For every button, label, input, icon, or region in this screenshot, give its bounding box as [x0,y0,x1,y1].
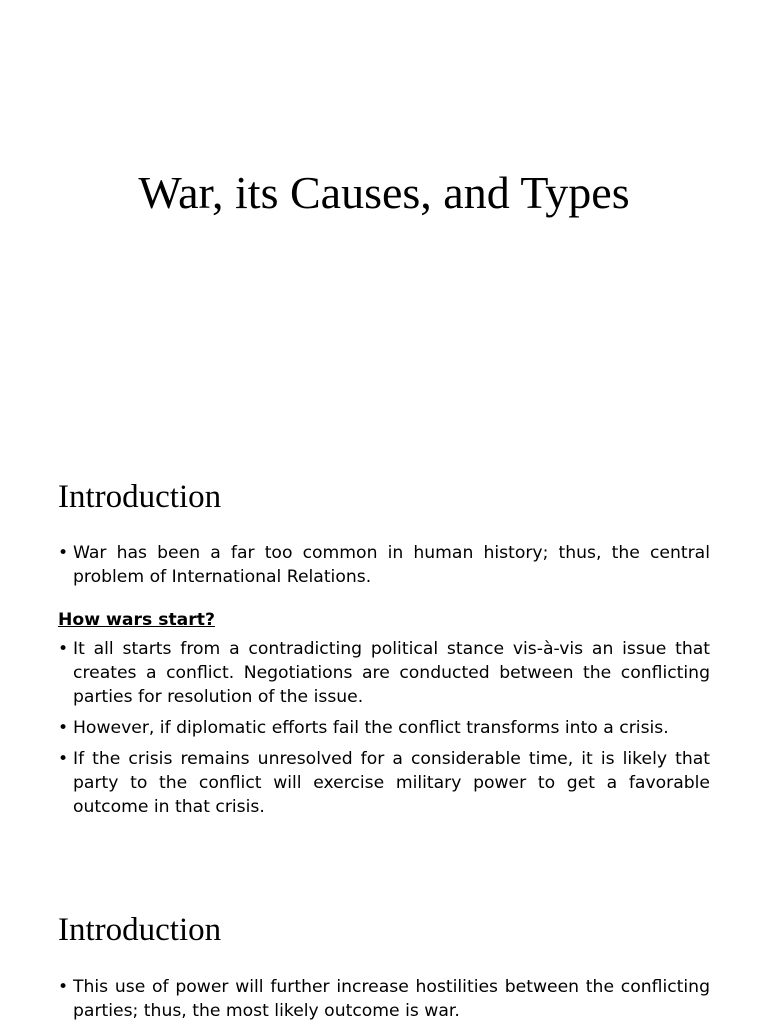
title-slide [0,0,768,433]
slide-heading: Introduction [58,912,222,948]
introduction-slide [0,433,768,866]
bullet-list [58,637,710,819]
slide-body [58,975,710,1030]
bullet-item: • However, if diplomatic efforts fail the conflict transforms into a crisis. [58,716,710,740]
intro-bullet-list [58,541,710,589]
bullet-item: • If the crisis remains unresolved for a considerable time, it is likely that party to the conflict will exercise military power to get a favorable outcome in that crisis. [58,747,710,819]
introduction-slide-continued [0,866,768,1024]
bullet-list [58,975,710,1023]
section-subheading: How wars start? [58,610,215,630]
slide-heading: Introduction [58,479,222,515]
slide-body [58,541,710,826]
presentation-title: War, its Causes, and Types [138,167,630,218]
bullet-item: • This use of power will further increase hostilities between the conflicting parties; thus, the most likely outcome is war. [58,975,710,1023]
bullet-item: • War has been a far too common in human history; thus, the central problem of International Relations. [58,541,710,589]
bullet-item: • It all starts from a contradicting political stance vis-à-vis an issue that creates a conflict. Negotiations are conducted between the conflicting parties for resolution of the issue. [58,637,710,709]
